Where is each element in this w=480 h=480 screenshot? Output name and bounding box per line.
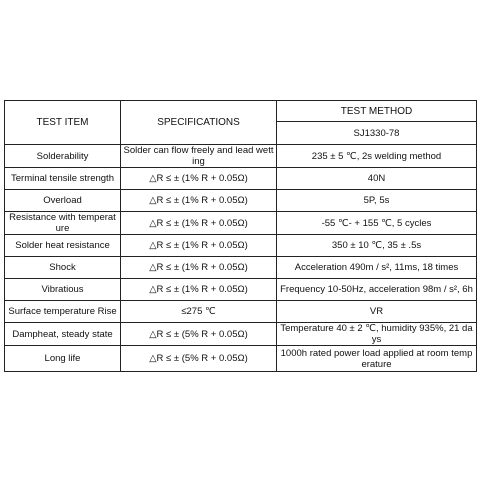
table-row bbox=[5, 190, 477, 212]
cell-test-item: Shock bbox=[5, 257, 121, 279]
cell-test-item: Dampheat, steady state bbox=[5, 323, 121, 346]
table-row bbox=[5, 301, 477, 323]
cell-test-item: Terminal tensile strength bbox=[5, 168, 121, 190]
cell-specification: △R ≤ ± (1% R + 0.05Ω) bbox=[121, 190, 277, 212]
header-row bbox=[5, 101, 477, 122]
cell-test-item: Long life bbox=[5, 346, 121, 372]
cell-test-method: Temperature 40 ± 2 ℃, humidity 935%, 21 days bbox=[277, 323, 477, 346]
cell-specification: △R ≤ ± (1% R + 0.05Ω) bbox=[121, 279, 277, 301]
cell-test-item: Solder heat resistance bbox=[5, 235, 121, 257]
cell-specification: △R ≤ ± (5% R + 0.05Ω) bbox=[121, 323, 277, 346]
cell-test-method: 235 ± 5 ℃, 2s welding method bbox=[277, 145, 477, 168]
header-method-standard: SJ1330-78 bbox=[277, 122, 477, 145]
cell-test-item: Surface temperature Rise bbox=[5, 301, 121, 323]
cell-test-method: 1000h rated power load applied at room temperature bbox=[277, 346, 477, 372]
cell-test-method: Acceleration 490m / s², 11ms, 18 times bbox=[277, 257, 477, 279]
cell-test-item: Resistance with temperature bbox=[5, 212, 121, 235]
table-row bbox=[5, 279, 477, 301]
cell-test-method: 40N bbox=[277, 168, 477, 190]
spec-table bbox=[4, 100, 477, 372]
cell-test-item: Vibratious bbox=[5, 279, 121, 301]
cell-specification: △R ≤ ± (1% R + 0.05Ω) bbox=[121, 168, 277, 190]
cell-specification: △R ≤ ± (1% R + 0.05Ω) bbox=[121, 257, 277, 279]
cell-specification: Solder can flow freely and lead wetting bbox=[121, 145, 277, 168]
table-row bbox=[5, 323, 477, 346]
cell-test-method: -55 ℃- + 155 ℃, 5 cycles bbox=[277, 212, 477, 235]
cell-specification: △R ≤ ± (1% R + 0.05Ω) bbox=[121, 235, 277, 257]
table-row bbox=[5, 235, 477, 257]
header-test-item: TEST ITEM bbox=[5, 101, 121, 145]
cell-specification: ≤275 ℃ bbox=[121, 301, 277, 323]
table-row bbox=[5, 168, 477, 190]
header-specifications: SPECIFICATIONS bbox=[121, 101, 277, 145]
table-row bbox=[5, 145, 477, 168]
table-row bbox=[5, 346, 477, 372]
cell-test-method: 350 ± 10 ℃, 35 ± .5s bbox=[277, 235, 477, 257]
cell-test-method: 5P, 5s bbox=[277, 190, 477, 212]
header-test-method: TEST METHOD bbox=[277, 101, 477, 122]
cell-test-item: Solderability bbox=[5, 145, 121, 168]
cell-test-method: VR bbox=[277, 301, 477, 323]
cell-specification: △R ≤ ± (1% R + 0.05Ω) bbox=[121, 212, 277, 235]
cell-test-method: Frequency 10-50Hz, acceleration 98m / s², 6h bbox=[277, 279, 477, 301]
cell-test-item: Overload bbox=[5, 190, 121, 212]
cell-specification: △R ≤ ± (5% R + 0.05Ω) bbox=[121, 346, 277, 372]
table-row bbox=[5, 257, 477, 279]
table-row bbox=[5, 212, 477, 235]
